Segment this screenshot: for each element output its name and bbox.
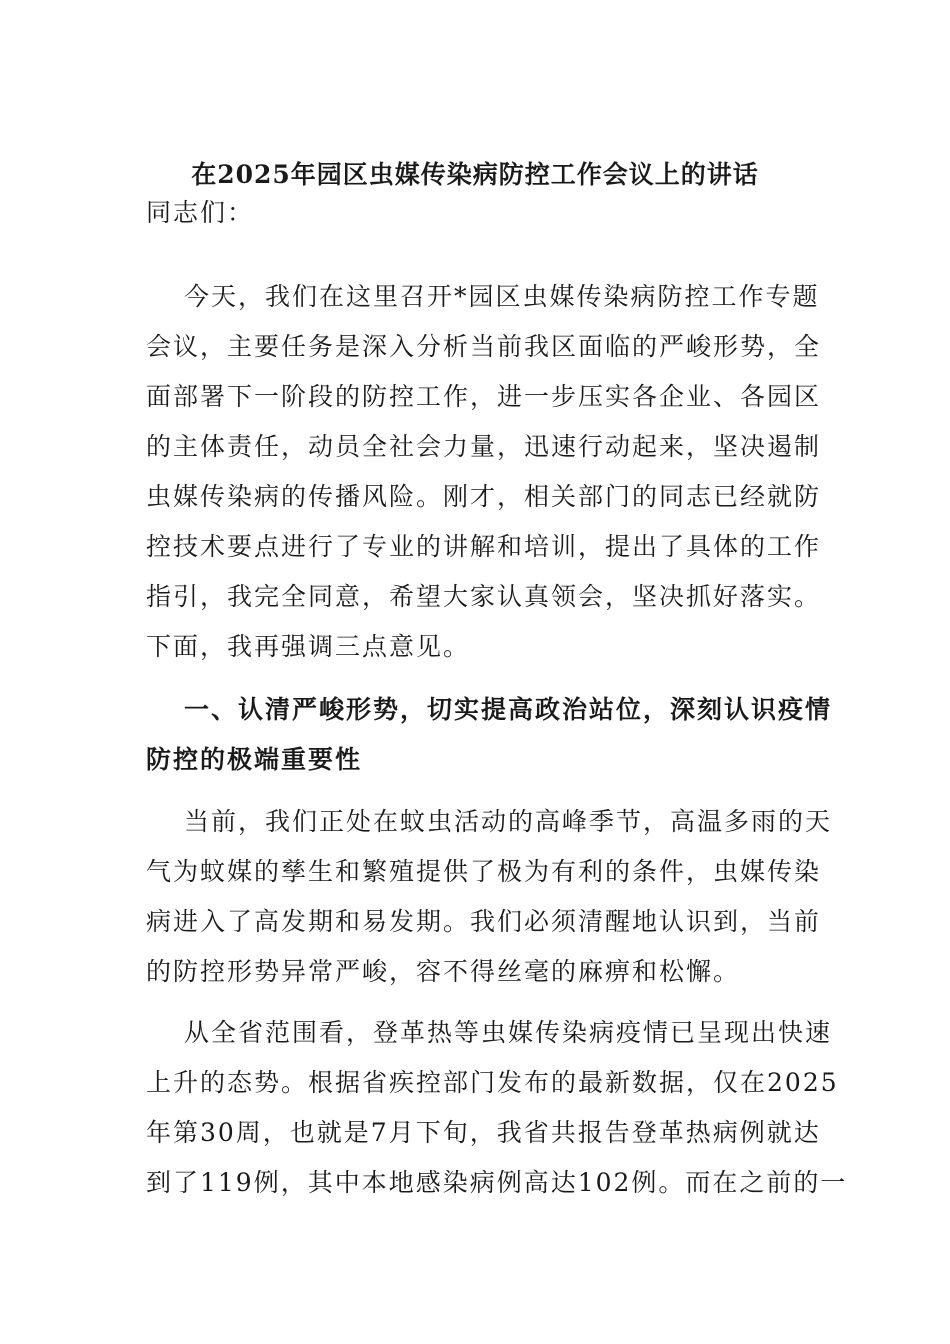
intro-paragraph [146,272,822,672]
paragraph-line: 指引，我完全同意，希望大家认真领会，坚决抓好落实。 [146,582,822,611]
heading-line: 防控的极端重要性 [146,745,363,774]
paragraph-line: 年第30周，也就是7月下旬，我省共报告登革热病例就达 [146,1118,821,1147]
salutation [146,188,804,238]
paragraph-line: 面部署下一阶段的防控工作，进一步压实各企业、各园区 [146,382,822,411]
heading-line: 一、认清严峻形势，切实提高政治站位，深刻认识疫情 [184,695,833,724]
paragraph-line: 到了119例，其中本地感染病例高达102例。而在之前的一 [146,1168,848,1197]
paragraph-line: 从全省范围看，登革热等虫媒传染病疫情已呈现出快速 [184,1018,833,1047]
paragraph-line: 今天，我们在这里召开*园区虫媒传染病防控工作专题 [184,282,820,311]
paragraph-3 [146,1008,848,1208]
paragraph-line: 会议，主要任务是深入分析当前我区面临的严峻形势，全 [146,332,822,361]
paragraph-line: 的主体责任，动员全社会力量，迅速行动起来，坚决遏制 [146,432,822,461]
paragraph-line: 上升的态势。根据省疾控部门发布的最新数据，仅在2025 [146,1068,839,1097]
paragraph-line: 病进入了高发期和易发期。我们必须清醒地认识到，当前 [146,907,822,936]
paragraph-2 [146,797,833,997]
salutation-text: 同志们： [146,198,255,227]
paragraph-line: 的防控形势异常严峻，容不得丝毫的麻痹和松懈。 [146,957,741,986]
paragraph-line: 控技术要点进行了专业的讲解和培训，提出了具体的工作 [146,532,822,561]
document-title: 在2025年园区虫媒传染病防控工作会议上的讲话 [191,160,759,189]
paragraph-line: 气为蚊媒的孳生和繁殖提供了极为有利的条件，虫媒传染 [146,857,822,886]
paragraph-line: 下面，我再强调三点意见。 [146,632,471,661]
paragraph-line: 虫媒传染病的传播风险。刚才，相关部门的同志已经就防 [146,482,822,511]
section-1-heading [146,685,833,785]
paragraph-line: 当前，我们正处在蚊虫活动的高峰季节，高温多雨的天 [184,807,833,836]
